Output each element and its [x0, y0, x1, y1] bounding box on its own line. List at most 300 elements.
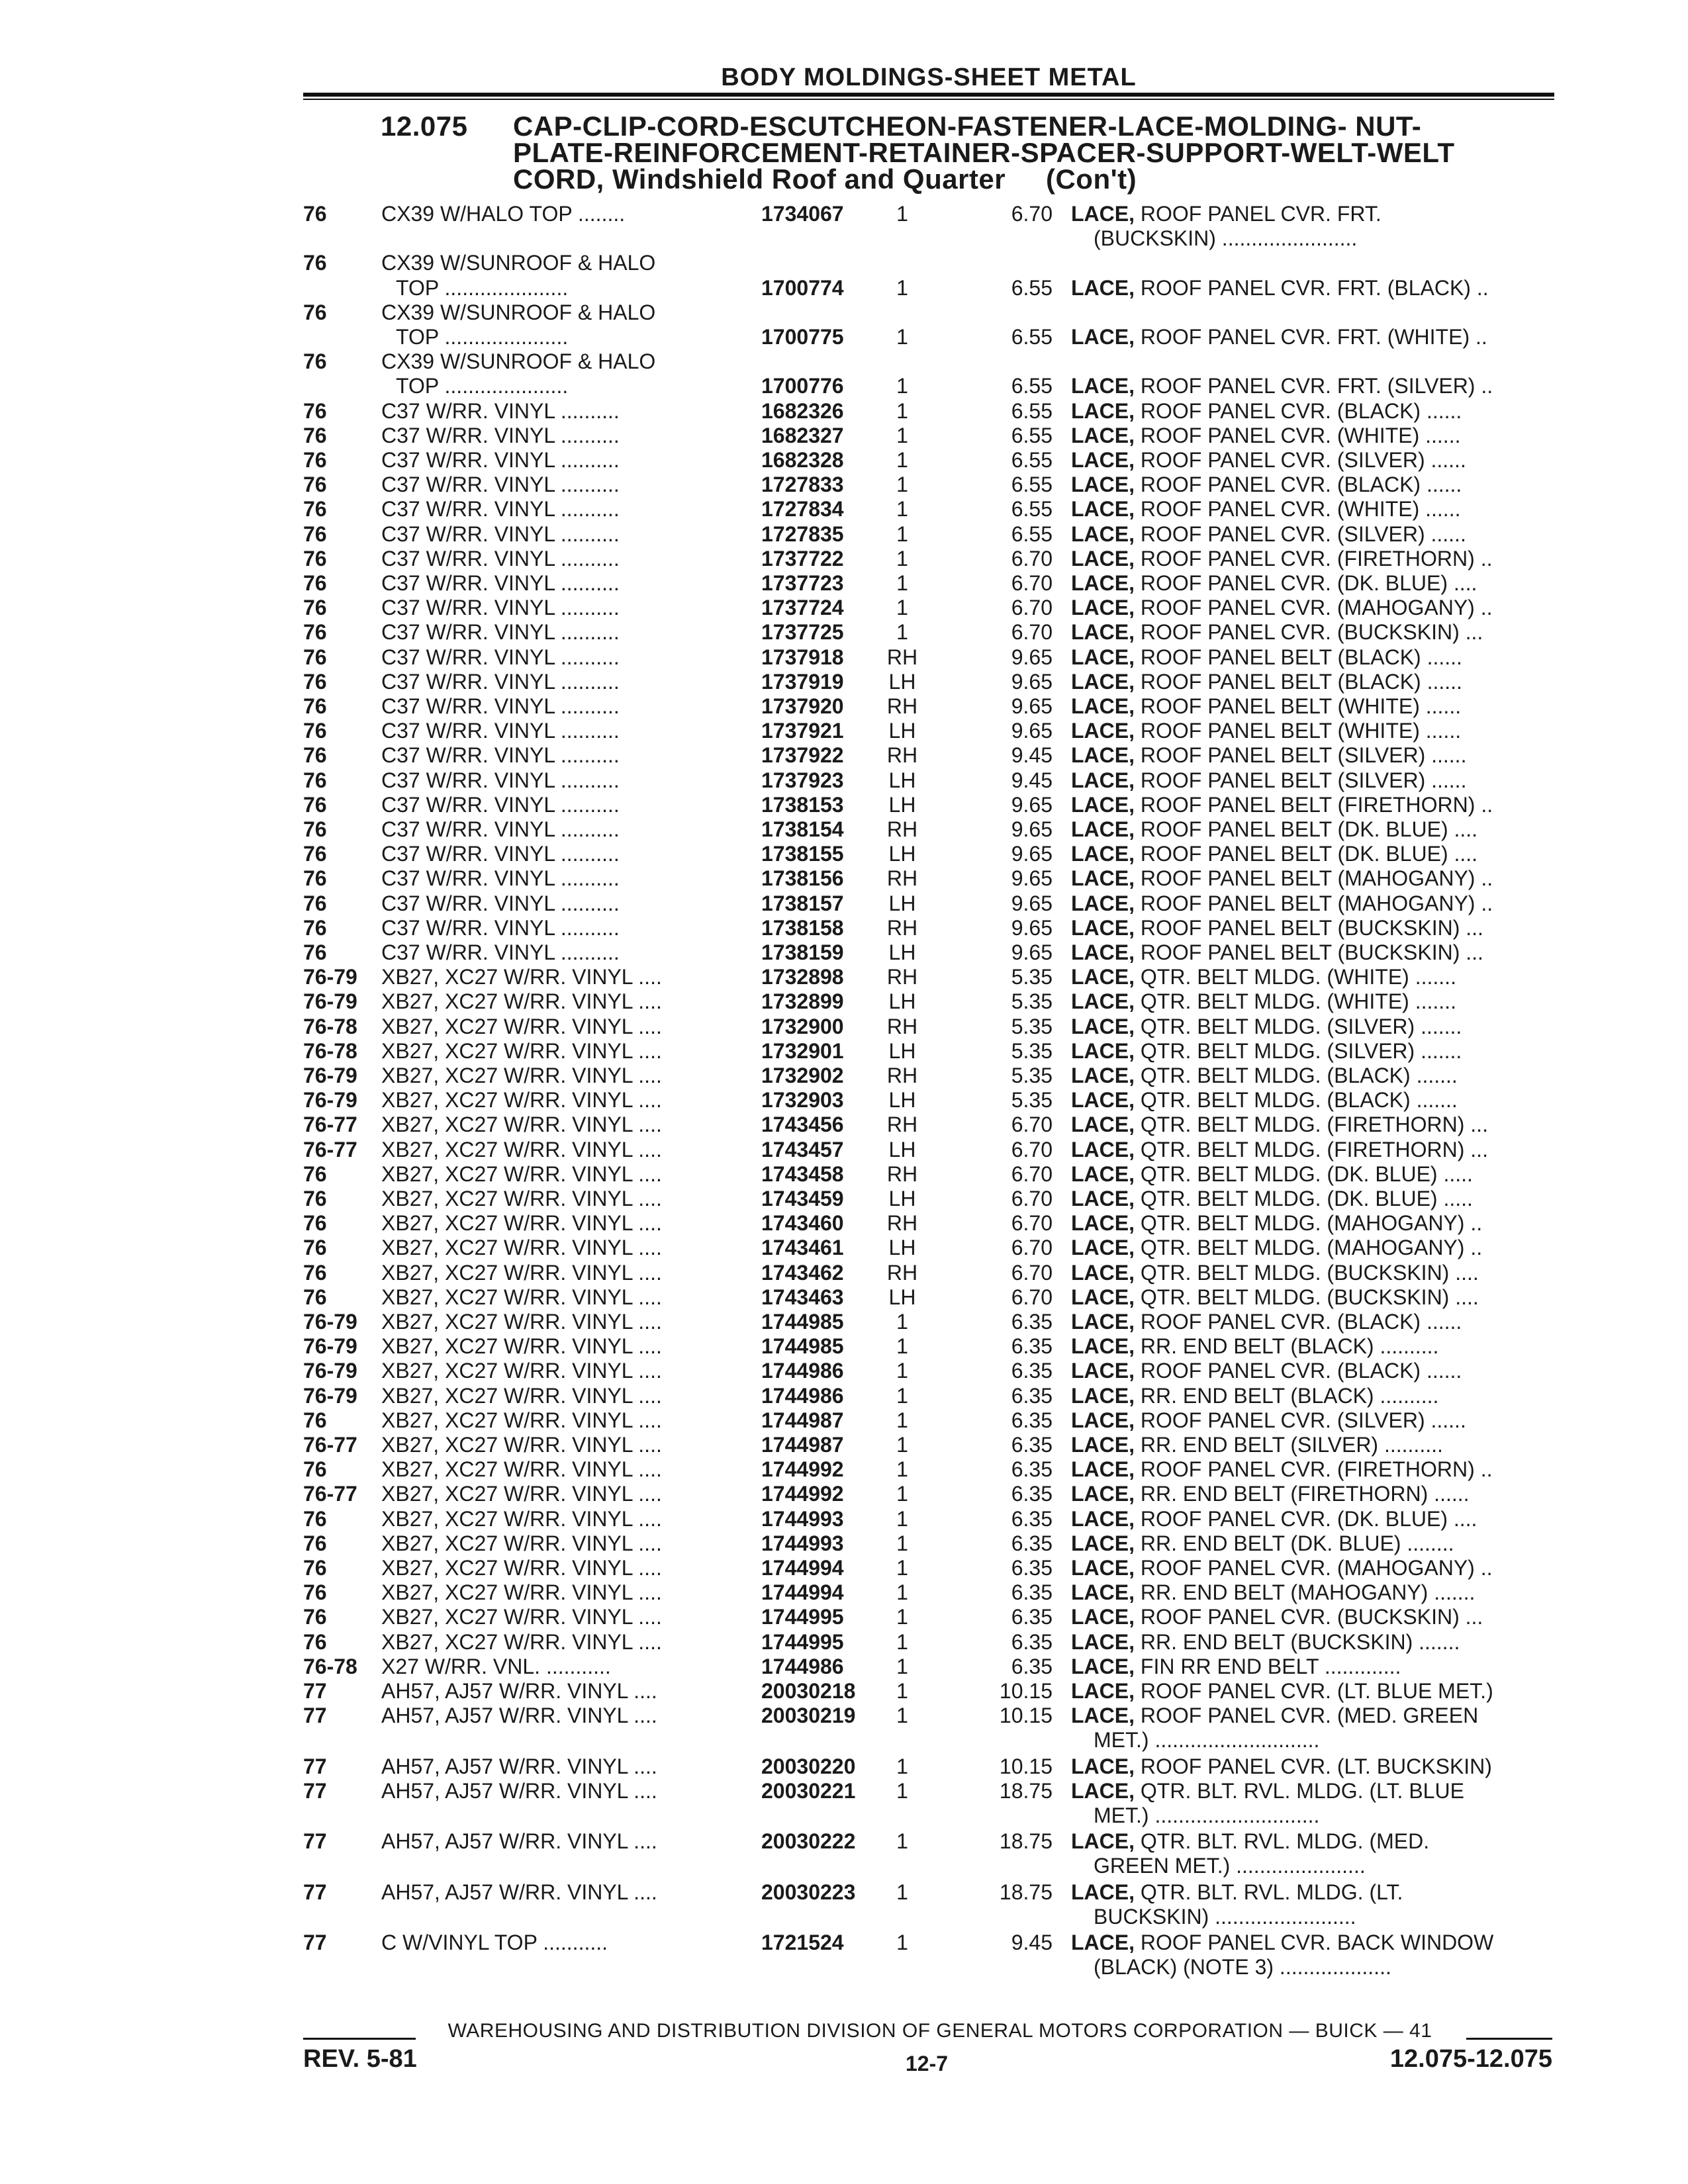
part-description	[1071, 1064, 1554, 1088]
model-description: XB27, XC27 W/RR. VINYL ....	[381, 1359, 662, 1383]
part-type: LACE,	[1071, 719, 1135, 743]
part-number: 1732899	[761, 989, 844, 1014]
part-type: LACE,	[1071, 1778, 1135, 1803]
model-year: 76-78	[303, 1038, 357, 1063]
part-description	[1071, 522, 1554, 547]
model-description: XB27, XC27 W/RR. VINYL ....	[381, 1310, 662, 1334]
part-description	[1071, 1162, 1554, 1187]
part-description-text: ROOF PANEL CVR. (WHITE) ......	[1135, 423, 1461, 447]
part-type: LACE,	[1071, 374, 1135, 398]
model-description: C37 W/RR. VINYL ..........	[381, 571, 620, 595]
part-number: 1744992	[761, 1482, 844, 1506]
model-description: XB27, XC27 W/RR. VINYL ....	[381, 1260, 662, 1285]
part-description-text: ROOF PANEL BELT (MAHOGANY) ..	[1135, 891, 1493, 915]
quantity: LH	[888, 1187, 916, 1210]
part-description-text: ROOF PANEL BELT (BLACK) ......	[1135, 645, 1462, 669]
part-description	[1071, 719, 1554, 743]
model-description-continued: TOP .....................	[396, 374, 569, 398]
model-year: 76	[303, 571, 327, 595]
quantity: LH	[888, 1088, 916, 1113]
part-description-text: RR. END BELT (SILVER) ..........	[1135, 1433, 1443, 1457]
part-description	[1071, 1507, 1554, 1531]
model-description: XB27, XC27 W/RR. VINYL ....	[381, 1580, 662, 1605]
model-year: 76-79	[303, 1310, 357, 1334]
model-description: XB27, XC27 W/RR. VINYL ....	[381, 1531, 662, 1555]
part-description-text: ROOF PANEL CVR. (SILVER) ......	[1135, 522, 1466, 546]
price: 9.65	[1011, 645, 1053, 669]
price: 6.35	[1011, 1482, 1053, 1506]
model-description: XB27, XC27 W/RR. VINYL ....	[381, 1113, 662, 1137]
part-number: 1727833	[761, 473, 844, 497]
revision-label: REV. 5-81	[303, 2045, 417, 2073]
model-year: 76	[303, 1211, 327, 1236]
part-description	[1071, 1334, 1554, 1359]
part-description	[1071, 694, 1554, 719]
model-description: XB27, XC27 W/RR. VINYL ....	[381, 1014, 662, 1038]
price: 6.35	[1011, 1359, 1053, 1383]
model-year: 76-77	[303, 1113, 357, 1137]
part-type: LACE,	[1071, 1038, 1135, 1063]
model-description: C37 W/RR. VINYL ..........	[381, 842, 620, 866]
price: 10.15	[999, 1754, 1053, 1778]
model-description: C37 W/RR. VINYL ..........	[381, 522, 620, 546]
part-number: 1743459	[761, 1187, 844, 1210]
part-description-text: QTR. BELT MLDG. (SILVER) .......	[1135, 1014, 1462, 1038]
part-description-text: ROOF PANEL CVR. (MED. GREEN	[1135, 1704, 1479, 1728]
model-year: 77	[303, 1704, 327, 1728]
part-type: LACE,	[1071, 423, 1135, 447]
model-year: 77	[303, 1778, 327, 1803]
model-year: 76	[303, 1260, 327, 1285]
part-number: 1732898	[761, 965, 844, 989]
part-type: LACE,	[1071, 1161, 1135, 1186]
part-number: 1700775	[761, 324, 844, 349]
model-description: XB27, XC27 W/RR. VINYL ....	[381, 1556, 662, 1580]
part-description-text: ROOF PANEL BELT (FIRETHORN) ..	[1135, 792, 1493, 817]
quantity: 1	[896, 1383, 908, 1408]
model-year: 76-77	[303, 1433, 357, 1457]
part-description-text: RR. END BELT (DK. BLUE) ........	[1135, 1531, 1454, 1555]
part-number: 1737923	[761, 768, 844, 792]
part-description-text: ROOF PANEL CVR. (MAHOGANY) ..	[1135, 1556, 1493, 1580]
model-year: 76	[303, 866, 327, 891]
quantity: 1	[896, 1704, 908, 1728]
model-description: XB27, XC27 W/RR. VINYL ....	[381, 1383, 662, 1408]
part-description-text: ROOF PANEL BELT (DK. BLUE) ....	[1135, 817, 1478, 841]
part-description	[1071, 547, 1554, 571]
part-type: LACE,	[1071, 448, 1135, 472]
part-type: LACE,	[1071, 497, 1135, 522]
price: 6.70	[1011, 1236, 1053, 1260]
part-description-text: QTR. BELT MLDG. (BLACK) .......	[1135, 1088, 1458, 1113]
quantity: 1	[896, 1778, 908, 1803]
part-description-continued: (BUCKSKIN) .......................	[1094, 226, 1358, 251]
price: 6.55	[1011, 398, 1053, 423]
section-title-line-3: CORD, Windshield Roof and Quarter (Con't)	[513, 163, 1137, 195]
model-year: 76	[303, 596, 327, 620]
part-description-continued: MET.) ............................	[1094, 1803, 1320, 1827]
part-number: 1738159	[761, 940, 844, 964]
part-type: LACE,	[1071, 965, 1135, 989]
part-description-text: ROOF PANEL CVR. (FIRETHORN) ..	[1135, 546, 1493, 570]
model-year: 76	[303, 1236, 327, 1260]
part-number: 1738156	[761, 866, 844, 891]
part-number: 1682326	[761, 398, 844, 423]
section-title-line-2: PLATE-REINFORCEMENT-RETAINER-SPACER-SUPPORT-WELT-WELT	[513, 137, 1455, 168]
model-description: C37 W/RR. VINYL ..........	[381, 423, 620, 447]
footer-rule-right	[1466, 2038, 1552, 2040]
price: 6.35	[1011, 1605, 1053, 1629]
part-type: LACE,	[1071, 842, 1135, 866]
model-description: XB27, XC27 W/RR. VINYL ....	[381, 1064, 662, 1087]
part-description	[1071, 1236, 1554, 1260]
part-type: LACE,	[1071, 1880, 1135, 1904]
model-year: 76	[303, 694, 327, 718]
quantity: 1	[896, 1457, 908, 1482]
model-year: 76-78	[303, 1654, 357, 1678]
model-description: C37 W/RR. VINYL ..........	[381, 398, 620, 423]
model-year: 76	[303, 497, 327, 522]
price: 18.75	[999, 1829, 1053, 1854]
part-description-text: RR. END BELT (BLACK) ..........	[1135, 1334, 1439, 1359]
part-description	[1071, 1211, 1554, 1236]
price: 6.35	[1011, 1629, 1053, 1654]
quantity: LH	[888, 940, 916, 964]
part-description-text: ROOF PANEL CVR. FRT.	[1135, 202, 1382, 226]
quantity: 1	[896, 1679, 908, 1703]
part-number: 1744995	[761, 1605, 844, 1629]
quantity: LH	[888, 768, 916, 792]
part-description	[1071, 793, 1554, 817]
footer-rule-left	[303, 2038, 416, 2040]
price: 6.35	[1011, 1580, 1053, 1605]
part-number: 1744993	[761, 1506, 844, 1531]
price: 6.70	[1011, 1211, 1053, 1236]
quantity: RH	[886, 743, 918, 768]
part-description-text: ROOF PANEL BELT (MAHOGANY) ..	[1135, 866, 1493, 891]
model-year: 77	[303, 1829, 327, 1854]
part-description	[1071, 374, 1554, 398]
price: 6.55	[1011, 497, 1053, 522]
part-description	[1071, 1556, 1554, 1580]
part-type: LACE,	[1071, 1064, 1135, 1087]
model-year: 76	[303, 202, 327, 226]
quantity: LH	[888, 1038, 916, 1063]
part-description	[1071, 940, 1554, 965]
model-description: C37 W/RR. VINYL ..........	[381, 915, 620, 940]
part-type: LACE,	[1071, 1137, 1135, 1161]
model-description: C37 W/RR. VINYL ..........	[381, 596, 620, 620]
model-description: XB27, XC27 W/RR. VINYL ....	[381, 989, 662, 1014]
price: 9.45	[1011, 1931, 1053, 1954]
model-description: CX39 W/SUNROOF & HALO	[381, 300, 656, 324]
quantity: 1	[896, 1654, 908, 1678]
part-description	[1071, 1605, 1554, 1629]
quantity: 1	[896, 448, 908, 472]
model-description-continued: TOP .....................	[396, 324, 569, 349]
part-description-text: QTR. BELT MLDG. (FIRETHORN) ...	[1135, 1137, 1488, 1161]
quantity: RH	[886, 817, 918, 841]
model-year: 77	[303, 1679, 327, 1703]
part-type: LACE,	[1071, 1482, 1135, 1506]
part-number: 1744986	[761, 1654, 844, 1678]
price: 5.35	[1011, 989, 1053, 1014]
model-description: XB27, XC27 W/RR. VINYL ....	[381, 1088, 662, 1113]
model-year: 76	[303, 398, 327, 423]
price: 5.35	[1011, 1014, 1053, 1038]
part-description	[1071, 620, 1554, 645]
price: 6.70	[1011, 596, 1053, 620]
part-description	[1071, 670, 1554, 694]
quantity: 1	[896, 324, 908, 349]
model-description: AH57, AJ57 W/RR. VINYL ....	[381, 1829, 657, 1854]
model-year: 76	[303, 1605, 327, 1629]
model-description: C37 W/RR. VINYL ..........	[381, 448, 620, 472]
part-description	[1071, 989, 1554, 1014]
part-description	[1071, 399, 1554, 424]
model-description: C37 W/RR. VINYL ..........	[381, 891, 620, 915]
part-description-continued: (BLACK) (NOTE 3) ...................	[1094, 1955, 1391, 1979]
part-description	[1071, 497, 1554, 522]
part-description-text: QTR. BLT. RVL. MLDG. (LT.	[1135, 1880, 1403, 1904]
part-type: LACE,	[1071, 522, 1135, 546]
part-number: 1743461	[761, 1236, 844, 1260]
part-description-text: QTR. BLT. RVL. MLDG. (LT. BLUE	[1135, 1778, 1464, 1803]
part-type: LACE,	[1071, 1829, 1135, 1854]
part-type: LACE,	[1071, 1754, 1135, 1778]
part-description-text: ROOF PANEL CVR. (FIRETHORN) ..	[1135, 1457, 1493, 1482]
quantity: RH	[886, 1260, 918, 1285]
model-year: 76	[303, 546, 327, 570]
quantity: RH	[886, 965, 918, 989]
quantity: 1	[896, 1334, 908, 1359]
part-description-text: ROOF PANEL CVR. (DK. BLUE) ....	[1135, 1506, 1477, 1531]
part-description	[1071, 743, 1554, 768]
part-description-text: ROOF PANEL BELT (BLACK) ......	[1135, 669, 1462, 694]
part-description-text: FIN RR END BELT .............	[1135, 1654, 1401, 1678]
part-number: 1737918	[761, 645, 844, 669]
part-number: 1737723	[761, 571, 844, 595]
price: 6.55	[1011, 374, 1053, 398]
part-description-text: ROOF PANEL CVR. (BLACK) ......	[1135, 398, 1462, 423]
quantity: 1	[896, 1931, 908, 1954]
quantity: LH	[888, 719, 916, 743]
price: 6.55	[1011, 275, 1053, 300]
part-type: LACE,	[1071, 202, 1135, 226]
part-number: 1732902	[761, 1064, 844, 1087]
model-year: 77	[303, 1880, 327, 1904]
model-year: 76-79	[303, 1088, 357, 1113]
part-type: LACE,	[1071, 669, 1135, 694]
part-description-text: QTR. BELT MLDG. (BLACK) .......	[1135, 1064, 1458, 1087]
model-year: 76	[303, 423, 327, 447]
model-year: 76	[303, 792, 327, 817]
part-description-text: ROOF PANEL CVR. FRT. (BLACK) ..	[1135, 275, 1489, 300]
price: 6.35	[1011, 1506, 1053, 1531]
model-year: 76	[303, 915, 327, 940]
part-number: 1738153	[761, 792, 844, 817]
part-description-text: QTR. BELT MLDG. (BUCKSKIN) ....	[1135, 1260, 1479, 1285]
page-number: 12-7	[905, 2052, 949, 2075]
model-description: XB27, XC27 W/RR. VINYL ....	[381, 1038, 662, 1063]
model-year: 76	[303, 1457, 327, 1482]
model-description: XB27, XC27 W/RR. VINYL ....	[381, 1482, 662, 1506]
price: 6.35	[1011, 1383, 1053, 1408]
part-type: LACE,	[1071, 817, 1135, 841]
part-number: 20030221	[761, 1778, 856, 1803]
model-description: CX39 W/HALO TOP ........	[381, 202, 626, 226]
quantity: RH	[886, 1113, 918, 1137]
model-year: 76	[303, 891, 327, 915]
price: 6.35	[1011, 1457, 1053, 1482]
price: 6.35	[1011, 1433, 1053, 1457]
model-description: XB27, XC27 W/RR. VINYL ....	[381, 965, 662, 989]
part-description	[1071, 325, 1554, 349]
part-number: 20030222	[761, 1829, 856, 1854]
part-description	[1071, 1384, 1554, 1408]
quantity: 1	[896, 571, 908, 595]
model-description-continued: TOP .....................	[396, 275, 569, 300]
part-description	[1071, 1433, 1554, 1457]
part-description-continued: GREEN MET.) ......................	[1094, 1854, 1366, 1878]
part-description	[1071, 1457, 1554, 1482]
model-description: C37 W/RR. VINYL ..........	[381, 940, 620, 964]
part-description-continued: BUCKSKIN) ........................	[1094, 1904, 1356, 1929]
part-number: 20030223	[761, 1880, 856, 1904]
model-description: C37 W/RR. VINYL ..........	[381, 620, 620, 645]
part-description-text: ROOF PANEL CVR. (LT. BLUE MET.)	[1135, 1679, 1493, 1703]
model-description: XB27, XC27 W/RR. VINYL ....	[381, 1506, 662, 1531]
part-description-text: QTR. BELT MLDG. (WHITE) .......	[1135, 965, 1456, 989]
model-description: AH57, AJ57 W/RR. VINYL ....	[381, 1679, 657, 1703]
quantity: 1	[896, 1629, 908, 1654]
price: 6.55	[1011, 423, 1053, 447]
part-description	[1071, 473, 1554, 497]
part-description-text: ROOF PANEL CVR. (BUCKSKIN) ...	[1135, 620, 1483, 645]
part-number: 1744986	[761, 1359, 844, 1383]
part-type: LACE,	[1071, 1433, 1135, 1457]
part-description	[1071, 596, 1554, 620]
quantity: RH	[886, 645, 918, 669]
part-description-text: QTR. BELT MLDG. (MAHOGANY) ..	[1135, 1236, 1483, 1260]
price: 10.15	[999, 1704, 1053, 1728]
part-number: 1732900	[761, 1014, 844, 1038]
quantity: 1	[896, 1433, 908, 1457]
part-description	[1071, 645, 1554, 670]
part-number: 1744993	[761, 1531, 844, 1555]
quantity: RH	[886, 1014, 918, 1038]
quantity: 1	[896, 1880, 908, 1904]
quantity: 1	[896, 1531, 908, 1555]
quantity: 1	[896, 202, 908, 226]
model-year: 76	[303, 817, 327, 841]
quantity: 1	[896, 473, 908, 497]
model-year: 76	[303, 1161, 327, 1186]
part-number: 20030219	[761, 1704, 856, 1728]
part-number: 20030218	[761, 1679, 856, 1703]
model-year: 76	[303, 1506, 327, 1531]
part-description-text: ROOF PANEL CVR. (SILVER) ......	[1135, 448, 1466, 472]
part-description	[1071, 202, 1554, 226]
quantity: 1	[896, 275, 908, 300]
part-description-text: ROOF PANEL BELT (SILVER) ......	[1135, 768, 1467, 792]
model-year: 76	[303, 1580, 327, 1605]
price: 5.35	[1011, 1088, 1053, 1113]
part-type: LACE,	[1071, 596, 1135, 620]
price: 6.70	[1011, 620, 1053, 645]
part-description-text: QTR. BELT MLDG. (DK. BLUE) .....	[1135, 1187, 1473, 1210]
quantity: LH	[888, 1236, 916, 1260]
part-number: 1743456	[761, 1113, 844, 1137]
part-number: 1744995	[761, 1629, 844, 1654]
quantity: 1	[896, 374, 908, 398]
part-number: 1737919	[761, 669, 844, 694]
part-number: 1744994	[761, 1580, 844, 1605]
price: 9.65	[1011, 817, 1053, 841]
part-type: LACE,	[1071, 915, 1135, 940]
model-description: C37 W/RR. VINYL ..........	[381, 645, 620, 669]
quantity: RH	[886, 694, 918, 718]
quantity: RH	[886, 866, 918, 891]
model-description: XB27, XC27 W/RR. VINYL ....	[381, 1629, 662, 1654]
part-description	[1071, 1580, 1554, 1605]
part-type: LACE,	[1071, 1383, 1135, 1408]
part-type: LACE,	[1071, 1113, 1135, 1137]
part-description-text: ROOF PANEL BELT (SILVER) ......	[1135, 743, 1467, 768]
part-number: 1737722	[761, 546, 844, 570]
part-description	[1071, 916, 1554, 940]
model-description: C37 W/RR. VINYL ..........	[381, 719, 620, 743]
model-year: 76	[303, 448, 327, 472]
part-description-text: ROOF PANEL CVR. (BLACK) ......	[1135, 473, 1462, 497]
model-year: 76	[303, 1531, 327, 1555]
price: 6.35	[1011, 1531, 1053, 1555]
part-description-text: QTR. BLT. RVL. MLDG. (MED.	[1135, 1829, 1430, 1854]
part-description	[1071, 1754, 1554, 1779]
quantity: RH	[886, 1161, 918, 1186]
model-year: 76-79	[303, 1064, 357, 1087]
part-number: 1744985	[761, 1310, 844, 1334]
model-year: 76	[303, 768, 327, 792]
quantity: LH	[888, 1285, 916, 1309]
part-type: LACE,	[1071, 1260, 1135, 1285]
price: 6.70	[1011, 1285, 1053, 1309]
part-description	[1071, 1039, 1554, 1064]
part-type: LACE,	[1071, 546, 1135, 570]
part-number: 1738155	[761, 842, 844, 866]
price: 6.35	[1011, 1310, 1053, 1334]
part-number: 1738158	[761, 915, 844, 940]
part-number: 1744985	[761, 1334, 844, 1359]
price: 9.65	[1011, 940, 1053, 964]
model-year: 76-79	[303, 1334, 357, 1359]
price: 6.55	[1011, 473, 1053, 497]
model-description: AH57, AJ57 W/RR. VINYL ....	[381, 1778, 657, 1803]
model-description: CX39 W/SUNROOF & HALO	[381, 251, 656, 275]
part-description-text: QTR. BELT MLDG. (SILVER) .......	[1135, 1038, 1462, 1063]
part-type: LACE,	[1071, 940, 1135, 964]
part-description-text: QTR. BELT MLDG. (MAHOGANY) ..	[1135, 1211, 1483, 1236]
part-description	[1071, 276, 1554, 300]
quantity: RH	[886, 915, 918, 940]
model-description: AH57, AJ57 W/RR. VINYL ....	[381, 1880, 657, 1904]
model-year: 76	[303, 645, 327, 669]
price: 9.65	[1011, 891, 1053, 915]
part-description	[1071, 1285, 1554, 1310]
part-number: 1738154	[761, 817, 844, 841]
part-description-text: ROOF PANEL CVR. (DK. BLUE) ....	[1135, 571, 1477, 595]
part-description-text: QTR. BELT MLDG. (FIRETHORN) ...	[1135, 1113, 1488, 1137]
